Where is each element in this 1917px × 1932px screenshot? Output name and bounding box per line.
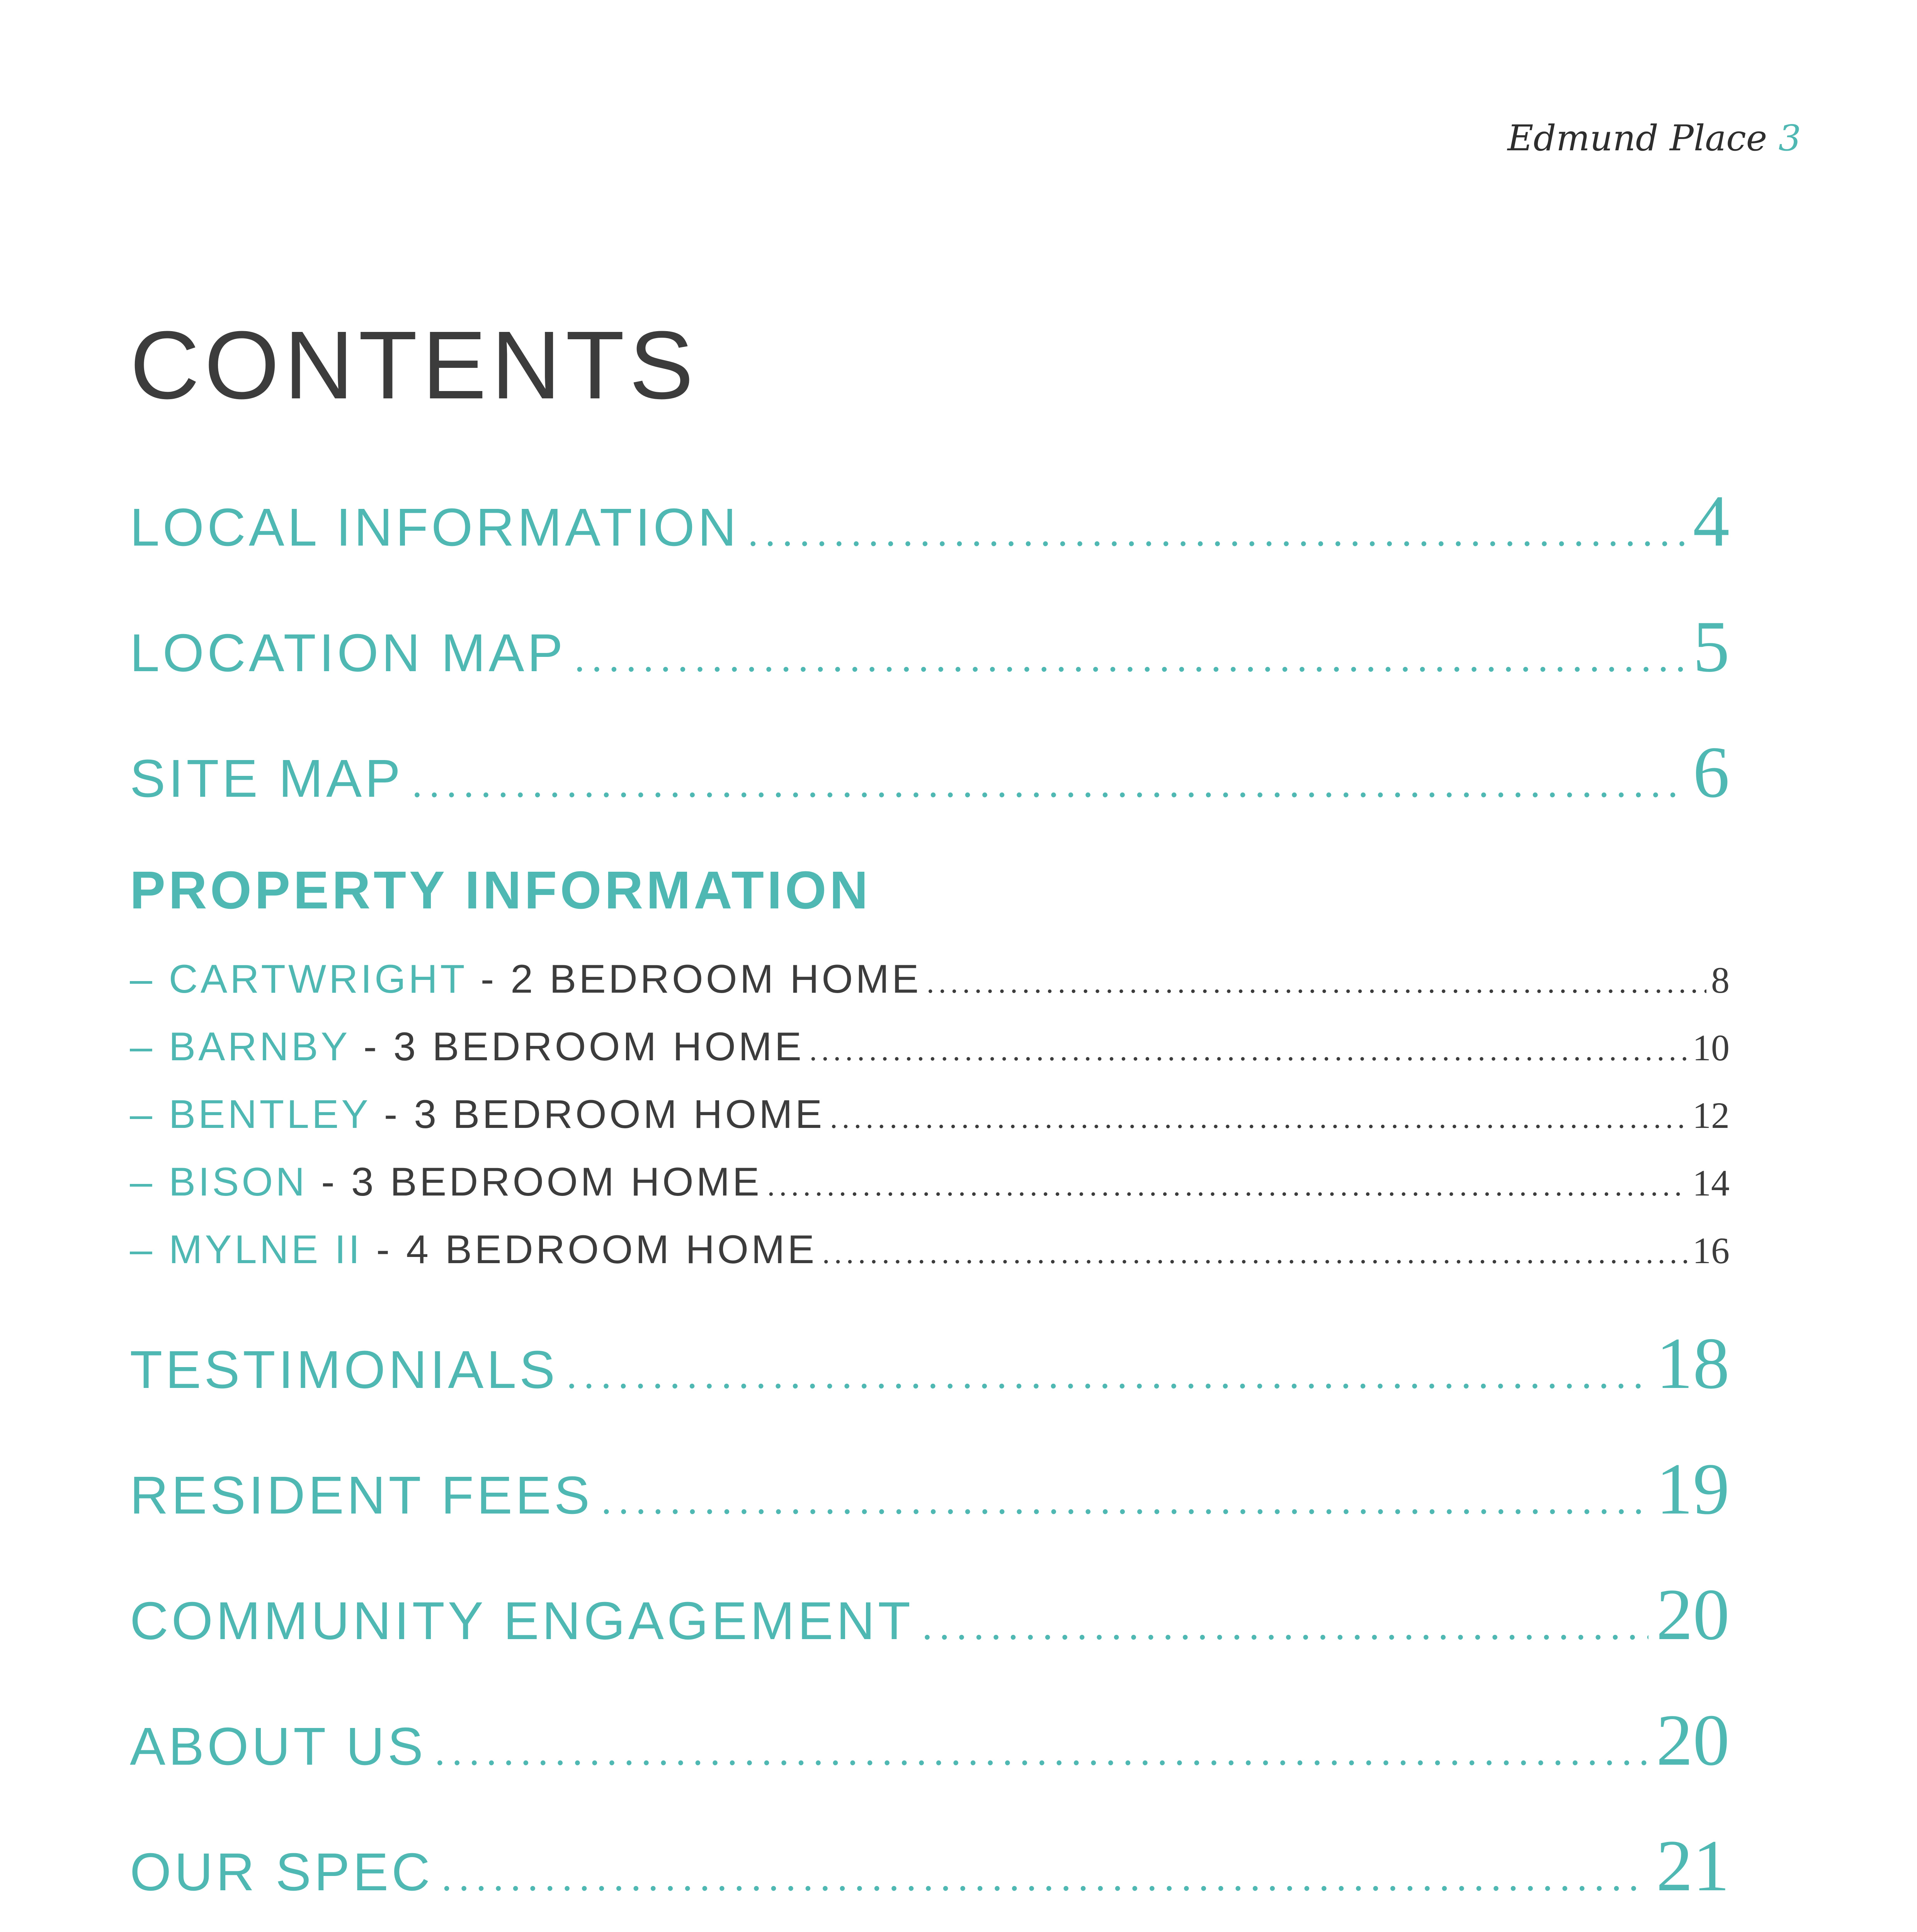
- dot-leader: [434, 1730, 1648, 1774]
- dot-leader: [566, 1354, 1648, 1397]
- dash: –: [130, 1227, 155, 1272]
- dot-leader: [441, 1856, 1648, 1899]
- toc-subentry-label: [130, 1227, 817, 1273]
- property-name: BARNBY: [168, 1024, 350, 1069]
- toc-entry-page: 6: [1693, 732, 1730, 813]
- toc-subentry-mylne-ii[interactable]: [130, 1227, 1730, 1273]
- toc-entry-location-map[interactable]: [130, 605, 1730, 689]
- toc-subentry-label: [130, 1024, 804, 1070]
- property-name: BENTLEY: [168, 1092, 370, 1137]
- property-desc: - 3 BEDROOM HOME: [384, 1092, 825, 1137]
- toc-entry-label: OUR SPEC: [130, 1842, 433, 1902]
- dot-leader: [600, 1479, 1648, 1522]
- dash: –: [130, 1024, 155, 1069]
- property-name: MYLNE II: [168, 1227, 362, 1272]
- dash: –: [130, 1160, 155, 1204]
- toc-entry-site-map[interactable]: [130, 730, 1730, 815]
- document-name: Edmund Place: [1507, 117, 1767, 159]
- toc-subentry-page: 8: [1711, 959, 1730, 1001]
- page-title: CONTENTS: [130, 311, 698, 419]
- toc-subentry-barnby[interactable]: [130, 1024, 1730, 1070]
- toc-entry-community-engagement[interactable]: [130, 1573, 1730, 1657]
- toc-entry-page: 20: [1656, 1700, 1730, 1781]
- section-heading-property-information: PROPERTY INFORMATION: [130, 861, 871, 920]
- property-name: BISON: [168, 1160, 308, 1204]
- toc-subentry-page: 16: [1692, 1230, 1730, 1271]
- dot-leader: [829, 1102, 1688, 1134]
- toc-subentry-bentley[interactable]: [130, 1092, 1730, 1138]
- toc-subentry-cartwright[interactable]: [130, 956, 1730, 1002]
- toc-entry-label: RESIDENT FEES: [130, 1466, 593, 1525]
- toc-entry-our-spec[interactable]: [130, 1824, 1730, 1908]
- toc-entry-page: 21: [1656, 1825, 1730, 1906]
- property-desc: - 4 BEDROOM HOME: [376, 1227, 817, 1272]
- toc-entry-page: 20: [1656, 1574, 1730, 1655]
- dot-leader: [809, 1034, 1688, 1067]
- toc-entry-about-us[interactable]: [130, 1698, 1730, 1782]
- toc-subentry-page: 14: [1692, 1162, 1730, 1204]
- toc-entry-label: COMMUNITY ENGAGEMENT: [130, 1591, 914, 1651]
- toc-entry-label: TESTIMONIALS: [130, 1340, 558, 1400]
- dot-leader: [921, 1605, 1648, 1648]
- toc-subentry-label: [130, 1159, 762, 1205]
- property-name: CARTWRIGHT: [168, 957, 467, 1002]
- toc-entry-page: 4: [1693, 481, 1730, 562]
- dot-leader: [574, 637, 1685, 680]
- toc-subentry-page: 10: [1692, 1027, 1730, 1068]
- toc-entry-resident-fees[interactable]: [130, 1447, 1730, 1531]
- property-desc: - 2 BEDROOM HOME: [480, 957, 922, 1002]
- dash: –: [130, 1092, 155, 1137]
- dot-leader: [822, 1237, 1688, 1270]
- toc-entry-label: LOCAL INFORMATION: [130, 498, 740, 557]
- toc-entry-label: ABOUT US: [130, 1717, 426, 1776]
- dot-leader: [767, 1170, 1688, 1202]
- toc-subentry-bison[interactable]: [130, 1159, 1730, 1205]
- property-desc: - 3 BEDROOM HOME: [363, 1024, 804, 1069]
- dash: –: [130, 957, 155, 1002]
- dot-leader: [926, 967, 1706, 999]
- page-number: 3: [1778, 117, 1801, 159]
- toc-entry-page: 18: [1656, 1323, 1730, 1404]
- toc-entry-page: 5: [1693, 606, 1730, 687]
- toc-subentry-page: 12: [1692, 1095, 1730, 1136]
- toc-subentry-label: [130, 1092, 825, 1138]
- dot-leader: [747, 511, 1685, 554]
- toc-subentry-label: [130, 956, 921, 1002]
- toc-entry-label: LOCATION MAP: [130, 623, 566, 683]
- running-header: [1507, 117, 1801, 159]
- toc-entry-label: SITE MAP: [130, 749, 404, 808]
- property-desc: - 3 BEDROOM HOME: [321, 1160, 762, 1204]
- dot-leader: [411, 762, 1685, 806]
- toc-entry-testimonials[interactable]: [130, 1321, 1730, 1406]
- toc-entry-local-information[interactable]: [130, 479, 1730, 563]
- toc-entry-page: 19: [1656, 1449, 1730, 1530]
